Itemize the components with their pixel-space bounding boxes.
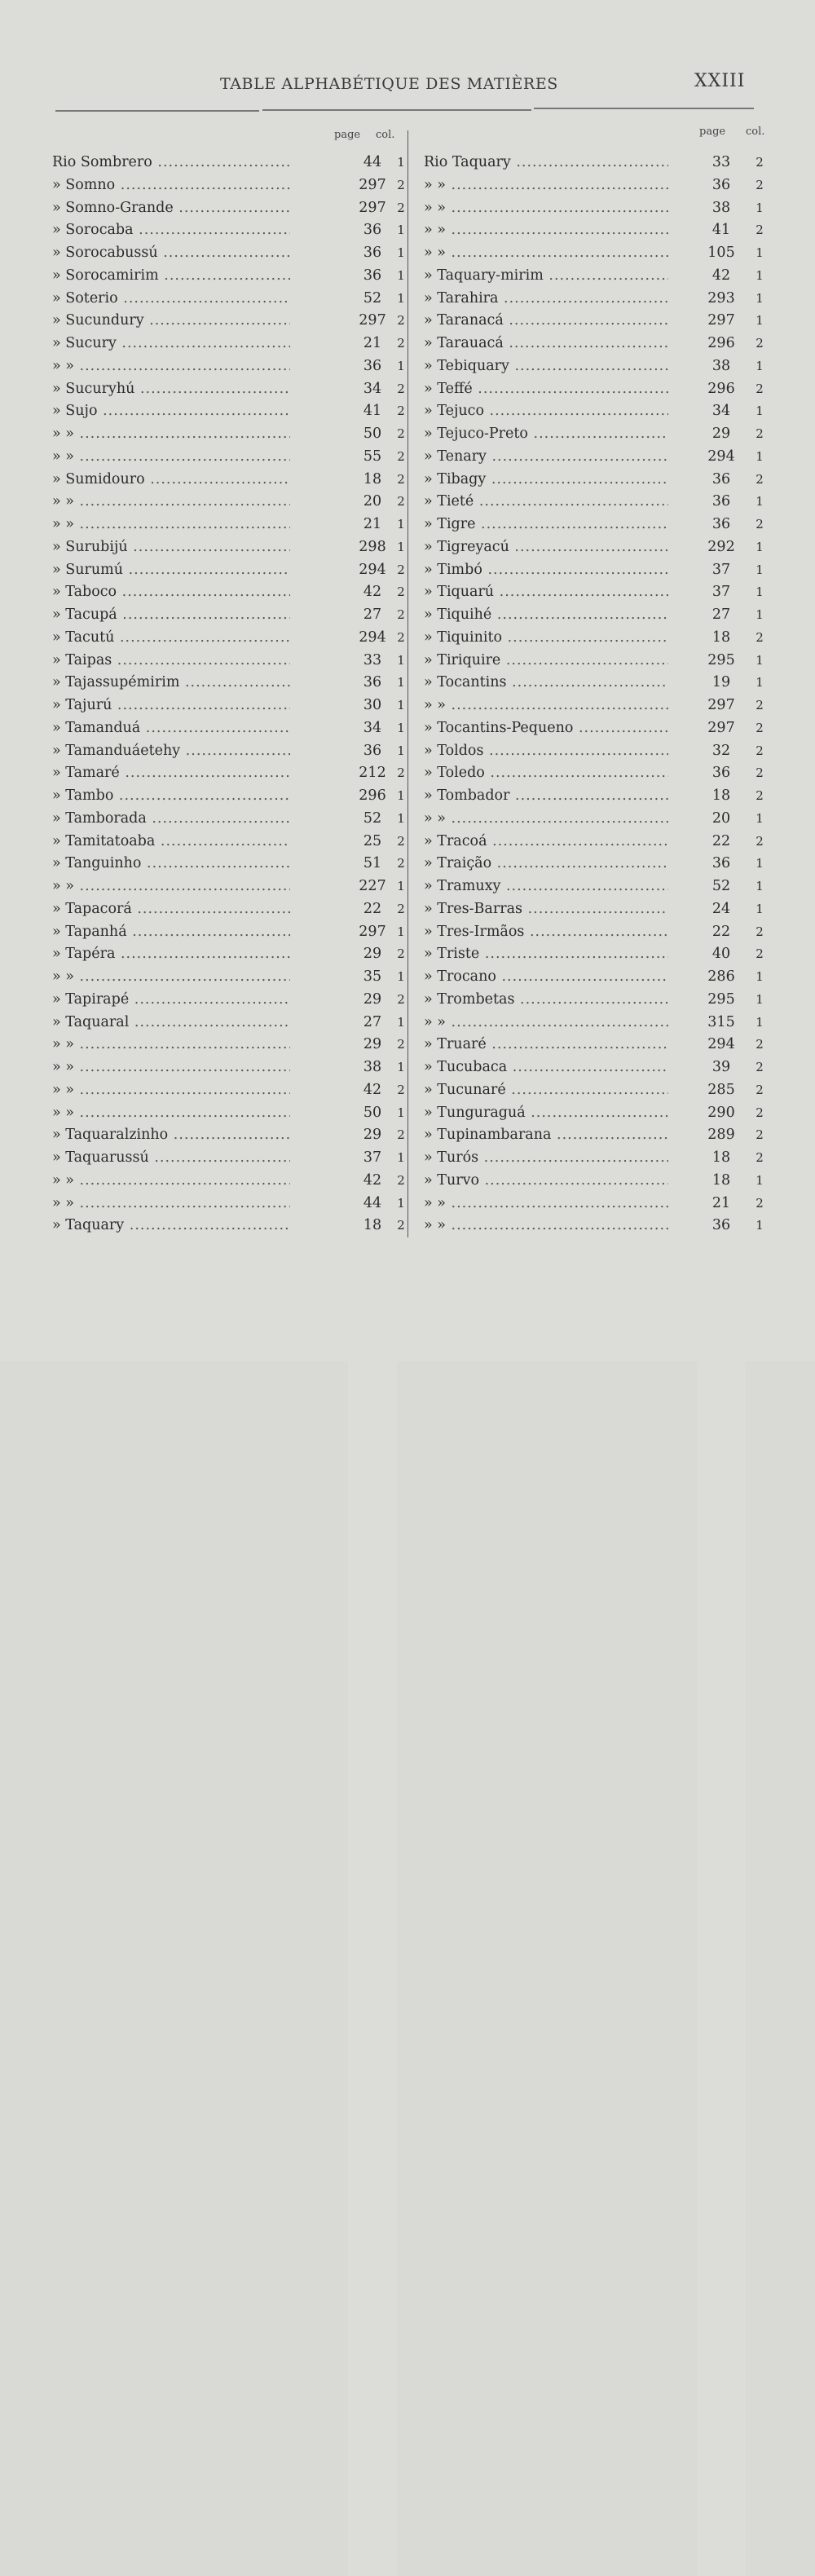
entry-col: 1 (397, 720, 405, 735)
entry-name: » Somno ..... (52, 174, 290, 197)
entry-page: 36 (348, 672, 397, 2033)
entry-col: 1 (397, 155, 405, 170)
entry-name: » Tieté ..... (424, 491, 668, 514)
entry-name: » Tamanduáetehy ..... (52, 740, 290, 763)
entry-page: 18 (697, 1147, 746, 2508)
entry-col: 2 (397, 1037, 405, 1052)
entry-col: 1 (756, 1014, 764, 1030)
entry-col: 1 (397, 245, 405, 260)
header-rule (262, 109, 531, 111)
entry-name: » » ..... (52, 966, 290, 989)
entry-col: 2 (756, 1082, 764, 1097)
entry-name: » Tiquarú ..... (424, 581, 668, 604)
entry-page: 38 (697, 197, 746, 1559)
entry-name: » Tracoá ..... (424, 831, 668, 854)
entry-name: » Teffé ..... (424, 378, 668, 401)
entry-col: 1 (756, 879, 764, 893)
entry-page: 297 (697, 695, 746, 2056)
entry-col: 2 (756, 381, 764, 396)
entry-page: 27 (697, 604, 746, 1965)
entry-col: 2 (397, 494, 405, 509)
entry-name: » » ..... (52, 1079, 290, 1102)
entry-name: » Taquary ..... (52, 1215, 290, 1237)
entry-name: » » ..... (52, 491, 290, 514)
entry-page: 297 (348, 310, 397, 1671)
entry-col: 1 (756, 358, 764, 373)
entry-col: 1 (397, 879, 405, 893)
entry-name: » Timbó ..... (424, 559, 668, 582)
entry-page: 297 (348, 197, 397, 1559)
entry-col: 1 (397, 517, 405, 532)
entry-col: 2 (756, 946, 764, 962)
entry-name: » Tiriquire ..... (424, 650, 668, 673)
entry-page: 19 (697, 672, 746, 2033)
entry-name: » Taipas ..... (52, 650, 290, 673)
entry-col: 2 (397, 381, 405, 396)
entry-name: » Sucundury ..... (52, 310, 290, 333)
entry-name: » Taquaralzinho ..... (52, 1124, 290, 1147)
entry-col: 1 (756, 200, 764, 215)
entry-page: 20 (697, 808, 746, 2169)
entry-col: 2 (397, 404, 405, 419)
entry-name: » Tiquihé ..... (424, 604, 668, 627)
entry-page: 36 (697, 491, 746, 1852)
entry-name: » Tapéra ..... (52, 943, 290, 966)
entry-name: » Tocantins ..... (424, 672, 668, 695)
entry-page: 212 (348, 762, 397, 2124)
entry-col: 2 (756, 1060, 764, 1074)
entry-page: 42 (697, 265, 746, 1626)
entry-col: 2 (397, 200, 405, 215)
entry-page: 50 (348, 1102, 397, 2464)
entry-page: 29 (348, 1124, 397, 2486)
entry-page: 37 (348, 1147, 397, 2508)
entry-col: 1 (756, 856, 764, 871)
entry-name: » Tejuco-Preto ..... (424, 423, 668, 446)
entry-name: » » ..... (424, 219, 668, 242)
entry-col: 2 (397, 607, 405, 622)
entry-page: 33 (697, 152, 746, 1513)
entry-name: Rio Taquary ..... (424, 152, 668, 174)
entry-name: » Truaré ..... (424, 1034, 668, 1056)
entry-name: » Tapirapé ..... (52, 989, 290, 1012)
entry-col: 1 (756, 539, 764, 554)
entry-col: 1 (397, 652, 405, 668)
entry-name: » Tunguraguá ..... (424, 1102, 668, 1125)
entry-col: 1 (397, 1150, 405, 1165)
entry-name: » Tejuco ..... (424, 400, 668, 423)
entry-name: » Taquaral ..... (52, 1012, 290, 1034)
entry-name: » Tapacorá ..... (52, 898, 290, 921)
entry-col: 2 (756, 177, 764, 192)
entry-page: 35 (348, 966, 397, 2327)
entry-col: 1 (756, 675, 764, 690)
entry-page: 29 (348, 989, 397, 2350)
entry-name: » » ..... (52, 876, 290, 898)
entry-name: » » ..... (52, 1034, 290, 1056)
entry-page: 294 (697, 1034, 746, 2395)
entry-col: 1 (756, 562, 764, 577)
entry-col: 2 (397, 765, 405, 781)
entry-page: 40 (697, 943, 746, 2305)
entry-name: » Soterio ..... (52, 288, 290, 311)
entry-name: » » ..... (424, 174, 668, 197)
entry-page: 105 (697, 242, 746, 1603)
entry-page: 52 (697, 876, 746, 2237)
entry-name: » Sorocamirim ..... (52, 265, 290, 288)
entry-name: » Tombador ..... (424, 785, 668, 808)
entry-name: » Sorocabussú ..... (52, 242, 290, 265)
entry-page: 29 (348, 943, 397, 2305)
entry-name: » » ..... (424, 1012, 668, 1034)
entry-page: 36 (348, 242, 397, 1603)
entry-col: 2 (756, 720, 764, 735)
entry-name: » Triste ..... (424, 943, 668, 966)
entry-col: 1 (397, 1014, 405, 1030)
entry-page: 286 (697, 966, 746, 2327)
entry-name: » » ..... (424, 695, 668, 717)
entry-page: 51 (348, 853, 397, 2214)
entry-name: » Sujo ..... (52, 400, 290, 423)
entry-page: 18 (697, 1170, 746, 2531)
entry-page: 36 (697, 514, 746, 1875)
entry-col: 1 (397, 675, 405, 690)
entry-page: 37 (697, 581, 746, 1943)
entry-page: 36 (697, 469, 746, 1830)
entry-page: 36 (348, 265, 397, 1626)
entry-col: 2 (756, 517, 764, 532)
entry-page: 36 (697, 1215, 746, 2576)
right-col-header: col. (746, 126, 765, 138)
entry-col: 2 (756, 426, 764, 441)
entry-name: » Toldos ..... (424, 740, 668, 763)
entry-name: » Tucunaré ..... (424, 1079, 668, 1102)
entry-col: 1 (397, 810, 405, 826)
entry-page: 315 (697, 1012, 746, 2373)
entry-page: 42 (348, 581, 397, 1943)
entry-page: 18 (348, 469, 397, 1830)
entry-col: 2 (397, 901, 405, 916)
entry-col: 2 (397, 448, 405, 464)
entry-page: 293 (697, 288, 746, 1649)
entry-page: 21 (348, 333, 397, 1694)
entry-page: 38 (697, 355, 746, 1717)
entry-name: » Sumidouro ..... (52, 469, 290, 492)
entry-page: 296 (697, 378, 746, 1740)
entry-col: 1 (756, 313, 764, 329)
entry-name: » Tupinambarana ..... (424, 1124, 668, 1147)
entry-page: 285 (697, 1079, 746, 2441)
entry-page: 18 (697, 785, 746, 2146)
entry-col: 1 (756, 494, 764, 509)
entry-page: 30 (348, 695, 397, 2056)
entry-name: » » ..... (424, 808, 668, 831)
entry-col: 1 (756, 448, 764, 464)
entry-name: » Tres-Irmãos ..... (424, 921, 668, 944)
entry-col: 1 (397, 1060, 405, 1074)
entry-col: 1 (397, 969, 405, 984)
entry-name: » » ..... (52, 1102, 290, 1125)
entry-page: 294 (348, 559, 397, 1921)
entry-page: 21 (348, 514, 397, 1875)
entry-page: 37 (697, 559, 746, 1921)
entry-col: 2 (756, 1195, 764, 1211)
entry-name: » Somno-Grande ..... (52, 197, 290, 220)
entry-col: 1 (397, 358, 405, 373)
entry-name: » » ..... (52, 423, 290, 446)
entry-col: 2 (756, 833, 764, 849)
entry-page: 22 (348, 898, 397, 2260)
entry-page: 34 (348, 378, 397, 1740)
entry-col: 1 (397, 743, 405, 758)
entry-col: 2 (397, 946, 405, 962)
entry-page: 22 (697, 921, 746, 2283)
entry-page: 44 (348, 1193, 397, 2554)
entry-name: » Tiquinito ..... (424, 627, 668, 650)
entry-page: 296 (697, 333, 746, 1694)
entry-page: 18 (697, 627, 746, 1988)
entry-page: 52 (348, 808, 397, 2169)
entry-col: 2 (756, 336, 764, 351)
entry-name: » Tebiquary ..... (424, 355, 668, 378)
entry-col: 1 (397, 1105, 405, 1120)
entry-page: 36 (697, 174, 746, 1536)
entry-col: 1 (397, 698, 405, 712)
entry-page: 36 (697, 762, 746, 2124)
entry-page: 227 (348, 876, 397, 2237)
entry-page: 296 (348, 785, 397, 2146)
entry-name: » Surubijú ..... (52, 536, 290, 559)
entry-col: 2 (397, 471, 405, 487)
entry-name: » Tocantins-Pequeno ..... (424, 717, 668, 740)
entry-page: 27 (348, 1012, 397, 2373)
entry-name: » » ..... (424, 1215, 668, 1237)
entry-page: 36 (697, 853, 746, 2214)
header-rule (534, 108, 754, 109)
entry-col: 2 (756, 924, 764, 939)
entry-name: » Tamanduá ..... (52, 717, 290, 740)
entry-page: 25 (348, 831, 397, 2192)
entry-page: 42 (348, 1079, 397, 2441)
entry-page: 297 (697, 717, 746, 2079)
entry-page: 29 (348, 1034, 397, 2395)
entry-page: 36 (348, 740, 397, 2102)
entry-name: » Turós ..... (424, 1147, 668, 1170)
entry-name: » Tamborada ..... (52, 808, 290, 831)
left-col-header: col. (376, 129, 395, 141)
entry-col: 1 (397, 290, 405, 306)
entry-col: 2 (756, 743, 764, 758)
entry-page: 27 (348, 604, 397, 1965)
entry-name: » Tucubaca ..... (424, 1056, 668, 1079)
entry-page: 24 (697, 898, 746, 2260)
entry-page: 36 (348, 219, 397, 1581)
entry-page: 292 (697, 536, 746, 1898)
entry-col: 1 (397, 924, 405, 939)
entry-page: 21 (697, 1193, 746, 2554)
entry-col: 2 (756, 788, 764, 803)
entry-col: 2 (756, 1127, 764, 1143)
right-page-header: page (699, 126, 726, 138)
entry-col: 1 (756, 1218, 764, 1233)
entry-name: » Toledo ..... (424, 762, 668, 785)
entry-name: » Sorocaba ..... (52, 219, 290, 242)
entry-name: » Tacupá ..... (52, 604, 290, 627)
entry-col: 2 (756, 629, 764, 645)
entry-col: 2 (397, 1218, 405, 1233)
entry-col: 2 (397, 336, 405, 351)
entry-page: 44 (348, 152, 397, 1513)
entry-col: 1 (756, 404, 764, 419)
entry-col: 2 (397, 833, 405, 849)
entry-page: 41 (348, 400, 397, 1762)
entry-page: 50 (348, 423, 397, 1784)
entry-col: 1 (397, 223, 405, 238)
entry-col: 1 (397, 788, 405, 803)
entry-page: 294 (697, 446, 746, 1807)
entry-col: 1 (756, 991, 764, 1007)
entry-page: 290 (697, 1102, 746, 2464)
entry-col: 2 (756, 765, 764, 781)
entry-name: » » ..... (52, 1170, 290, 1193)
entry-page: 295 (697, 650, 746, 2011)
entry-name: » Tarauacá ..... (424, 333, 668, 355)
entry-page: 297 (348, 921, 397, 2283)
entry-name: » Tacutú ..... (52, 627, 290, 650)
entry-name: » Taboco ..... (52, 581, 290, 604)
entry-name: » Tambo ..... (52, 785, 290, 808)
entry-name: » Surumú ..... (52, 559, 290, 582)
entry-name: » Tanguinho ..... (52, 853, 290, 876)
entry-name: » Tamaré ..... (52, 762, 290, 785)
entry-name: » » ..... (424, 242, 668, 265)
entry-name: » Tigre ..... (424, 514, 668, 536)
entry-name: » » ..... (52, 1193, 290, 1215)
entry-page: 33 (348, 650, 397, 2011)
entry-page: 29 (697, 423, 746, 1784)
entry-name: Rio Sombrero ..... (52, 152, 290, 174)
entry-name: » Tapanhá ..... (52, 921, 290, 944)
entry-name: » Traição ..... (424, 853, 668, 876)
entry-name: » Tigreyacú ..... (424, 536, 668, 559)
left-page-header: page (334, 129, 361, 141)
entry-name: » Trocano ..... (424, 966, 668, 989)
entry-name: » Tramuxy ..... (424, 876, 668, 898)
entry-page: 34 (348, 717, 397, 2079)
entry-name: » Sucuryhú ..... (52, 378, 290, 401)
entry-page: 41 (697, 219, 746, 1581)
entry-page: 52 (348, 288, 397, 1649)
entry-page: 18 (348, 1215, 397, 2576)
entry-col: 2 (397, 1127, 405, 1143)
entry-col: 2 (397, 584, 405, 600)
entry-name: » Taranacá ..... (424, 310, 668, 333)
entry-name: » » ..... (52, 1056, 290, 1079)
entry-col: 2 (397, 991, 405, 1007)
entry-name: » Tibagy ..... (424, 469, 668, 492)
entry-col: 2 (756, 223, 764, 238)
entry-page: 22 (697, 831, 746, 2192)
entry-col: 1 (397, 539, 405, 554)
entry-page: 38 (348, 1056, 397, 2418)
entry-name: » » ..... (52, 514, 290, 536)
entry-col: 2 (756, 1037, 764, 1052)
entry-col: 2 (397, 1172, 405, 1188)
entry-col: 2 (756, 155, 764, 170)
header-rule (55, 110, 259, 112)
entry-col: 2 (397, 562, 405, 577)
entry-col: 1 (756, 652, 764, 668)
entry-col: 1 (756, 267, 764, 283)
entry-page: 36 (348, 355, 397, 1717)
entry-name: » Taquary-mirim ..... (424, 265, 668, 288)
entry-col: 1 (397, 267, 405, 283)
entry-name: » » ..... (424, 197, 668, 220)
entry-col: 2 (397, 1082, 405, 1097)
entry-page: 34 (697, 400, 746, 1762)
entry-name: » » ..... (52, 446, 290, 469)
entry-col: 2 (397, 177, 405, 192)
entry-page: 297 (348, 174, 397, 1536)
entry-name: » Trombetas ..... (424, 989, 668, 1012)
entry-page: 297 (697, 310, 746, 1671)
entry-page: 42 (348, 1170, 397, 2531)
entry-col: 2 (756, 698, 764, 712)
entry-name: » Tamitatoaba ..... (52, 831, 290, 854)
page-title: TABLE ALPHABÉTIQUE DES MATIÈRES (220, 75, 558, 93)
page-number: XXIII (694, 71, 746, 91)
entry-name: » Sucury ..... (52, 333, 290, 355)
entry-name: » » ..... (52, 355, 290, 378)
entry-page: 55 (348, 446, 397, 1807)
entry-page: 295 (697, 989, 746, 2350)
entry-name: » Tenary ..... (424, 446, 668, 469)
entry-col: 1 (756, 245, 764, 260)
entry-col: 2 (756, 1150, 764, 1165)
entry-page: 39 (697, 1056, 746, 2418)
entry-name: » Taquarussú ..... (52, 1147, 290, 1170)
entry-name: » » ..... (424, 1193, 668, 1215)
entry-col: 1 (397, 1195, 405, 1211)
entry-name: » Tajurú ..... (52, 695, 290, 717)
entry-col: 1 (756, 290, 764, 306)
entry-col: 2 (756, 1105, 764, 1120)
entry-col: 1 (756, 969, 764, 984)
entry-page: 289 (697, 1124, 746, 2486)
entry-name: » Tajassupémirim ..... (52, 672, 290, 695)
entry-name: » Tres-Barras ..... (424, 898, 668, 921)
entry-col: 2 (397, 313, 405, 329)
entry-col: 1 (756, 1172, 764, 1188)
entry-col: 2 (397, 629, 405, 645)
entry-col: 1 (756, 901, 764, 916)
entry-page: 20 (348, 491, 397, 1852)
entry-col: 2 (397, 426, 405, 441)
entry-name: » Tarahira ..... (424, 288, 668, 311)
entry-page: 294 (348, 627, 397, 1988)
entry-page: 32 (697, 740, 746, 2102)
entry-col: 1 (756, 810, 764, 826)
entry-col: 1 (756, 584, 764, 600)
entry-col: 1 (756, 607, 764, 622)
entry-name: » Turvo ..... (424, 1170, 668, 1193)
entry-col: 2 (756, 471, 764, 487)
entry-col: 2 (397, 856, 405, 871)
entry-page: 298 (348, 536, 397, 1898)
